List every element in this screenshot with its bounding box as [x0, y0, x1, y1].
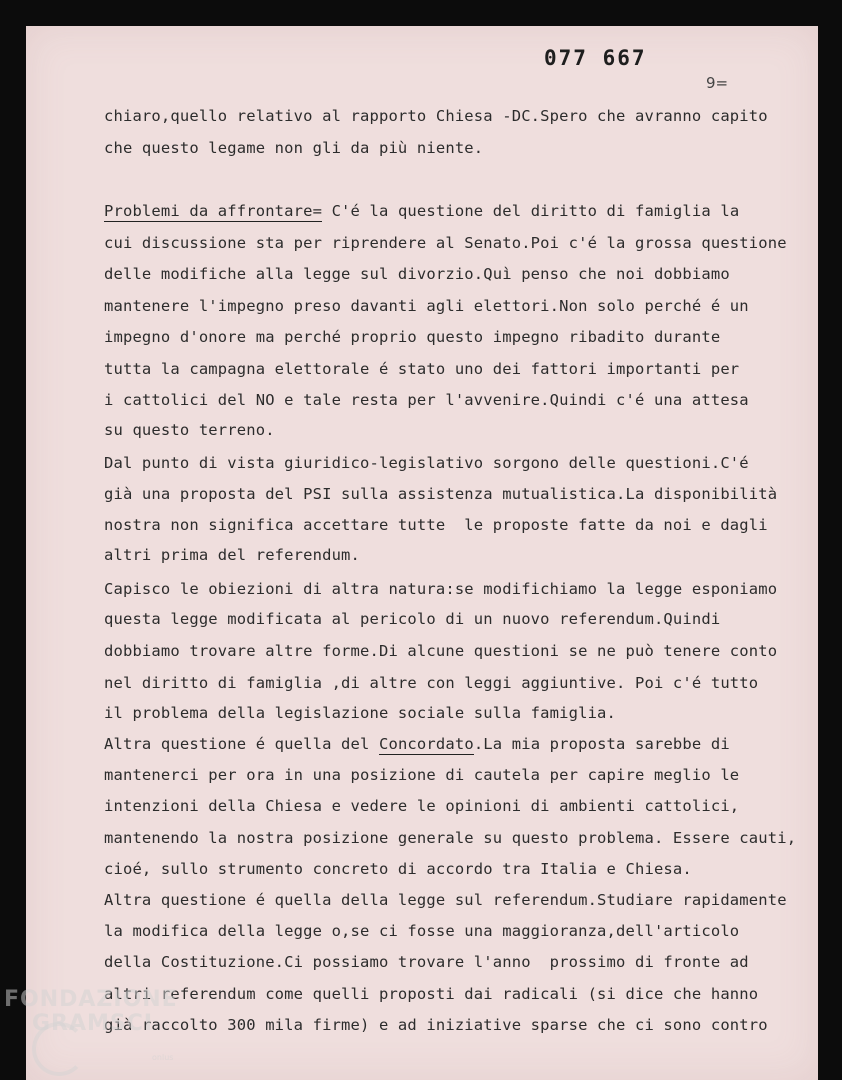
text-line: già una proposta del PSI sulla assistenza mutualistica.La disponibilità [104, 485, 778, 503]
text-line [104, 735, 730, 753]
watermark-line2: GRAMSCI [32, 1011, 154, 1036]
text-line: i cattolici del NO e tale resta per l'avvenire.Quindi c'é una attesa [104, 391, 749, 409]
text-line: nostra non significa accettare tutte le proposte fatte da noi e dagli [104, 516, 768, 534]
text-line: il problema della legislazione sociale sulla famiglia. [104, 704, 617, 722]
text-line: già raccolto 300 mila firme) e ad iniziative sparse che ci sono contro [104, 1016, 768, 1034]
text-line: mantenendo la nostra posizione generale su questo problema. Essere cauti, [104, 829, 797, 847]
text-line: la modifica della legge o,se ci fosse una maggioranza,dell'articolo [104, 922, 740, 940]
watermark-suffix: onlus [152, 1053, 174, 1062]
text-line: Altra questione é quella della legge sul referendum.Studiare rapidamente [104, 891, 787, 909]
text-line: questa legge modificata al pericolo di un nuovo referendum.Quindi [104, 610, 721, 628]
section-heading: Problemi da affrontare= [104, 202, 323, 220]
text-line: cui discussione sta per riprendere al Senato.Poi c'é la grossa questione [104, 234, 787, 252]
text-line: dobbiamo trovare altre forme.Di alcune questioni se ne può tenere conto [104, 642, 778, 660]
watermark-line1: FONDAZIONE [4, 987, 178, 1012]
text-line: altri prima del referendum. [104, 546, 361, 564]
text-line: tutta la campagna elettorale é stato uno dei fattori importanti per [104, 360, 740, 378]
text-line: intenzioni della Chiesa e vedere le opinioni di ambienti cattolici, [104, 797, 740, 815]
text-line: cioé, sullo strumento concreto di accordo tra Italia e Chiesa. [104, 860, 692, 878]
text-line: su questo terreno. [104, 421, 275, 439]
text-line: che questo legame non gli da più niente. [104, 139, 484, 157]
text-line: della Costituzione.Ci possiamo trovare l'anno prossimo di fronte ad [104, 953, 749, 971]
text-segment: .La mia proposta sarebbe di [473, 735, 730, 753]
text-line: Dal punto di vista giuridico-legislativo sorgono delle questioni.C'é [104, 454, 749, 472]
text-segment: C'é la questione del diritto di famiglia la [331, 202, 740, 220]
page-number: 9= [706, 74, 729, 92]
text-line: altri referendum come quelli proposti dai radicali (si dice che hanno [104, 985, 759, 1003]
text-line [104, 202, 739, 220]
text-line: delle modifiche alla legge sul divorzio.Quì penso che noi dobbiamo [104, 265, 730, 283]
document-number: 077 667 [544, 46, 647, 70]
text-line: Capisco le obiezioni di altra natura:se modifichiamo la legge esponiamo [104, 580, 778, 598]
underlined-term: Concordato [378, 735, 474, 753]
text-line: impegno d'onore ma perché proprio questo impegno ribadito durante [104, 328, 721, 346]
text-line: chiaro,quello relativo al rapporto Chiesa -DC.Spero che avranno capito [104, 107, 768, 125]
text-line: nel diritto di famiglia ,di altre con leggi aggiuntive. Poi c'é tutto [104, 674, 759, 692]
watermark [4, 987, 178, 1062]
text-line: mantenerci per ora in una posizione di cautela per capire meglio le [104, 766, 740, 784]
text-segment: Altra questione é quella del [104, 735, 379, 753]
text-line: mantenere l'impegno preso davanti agli elettori.Non solo perché é un [104, 297, 749, 315]
